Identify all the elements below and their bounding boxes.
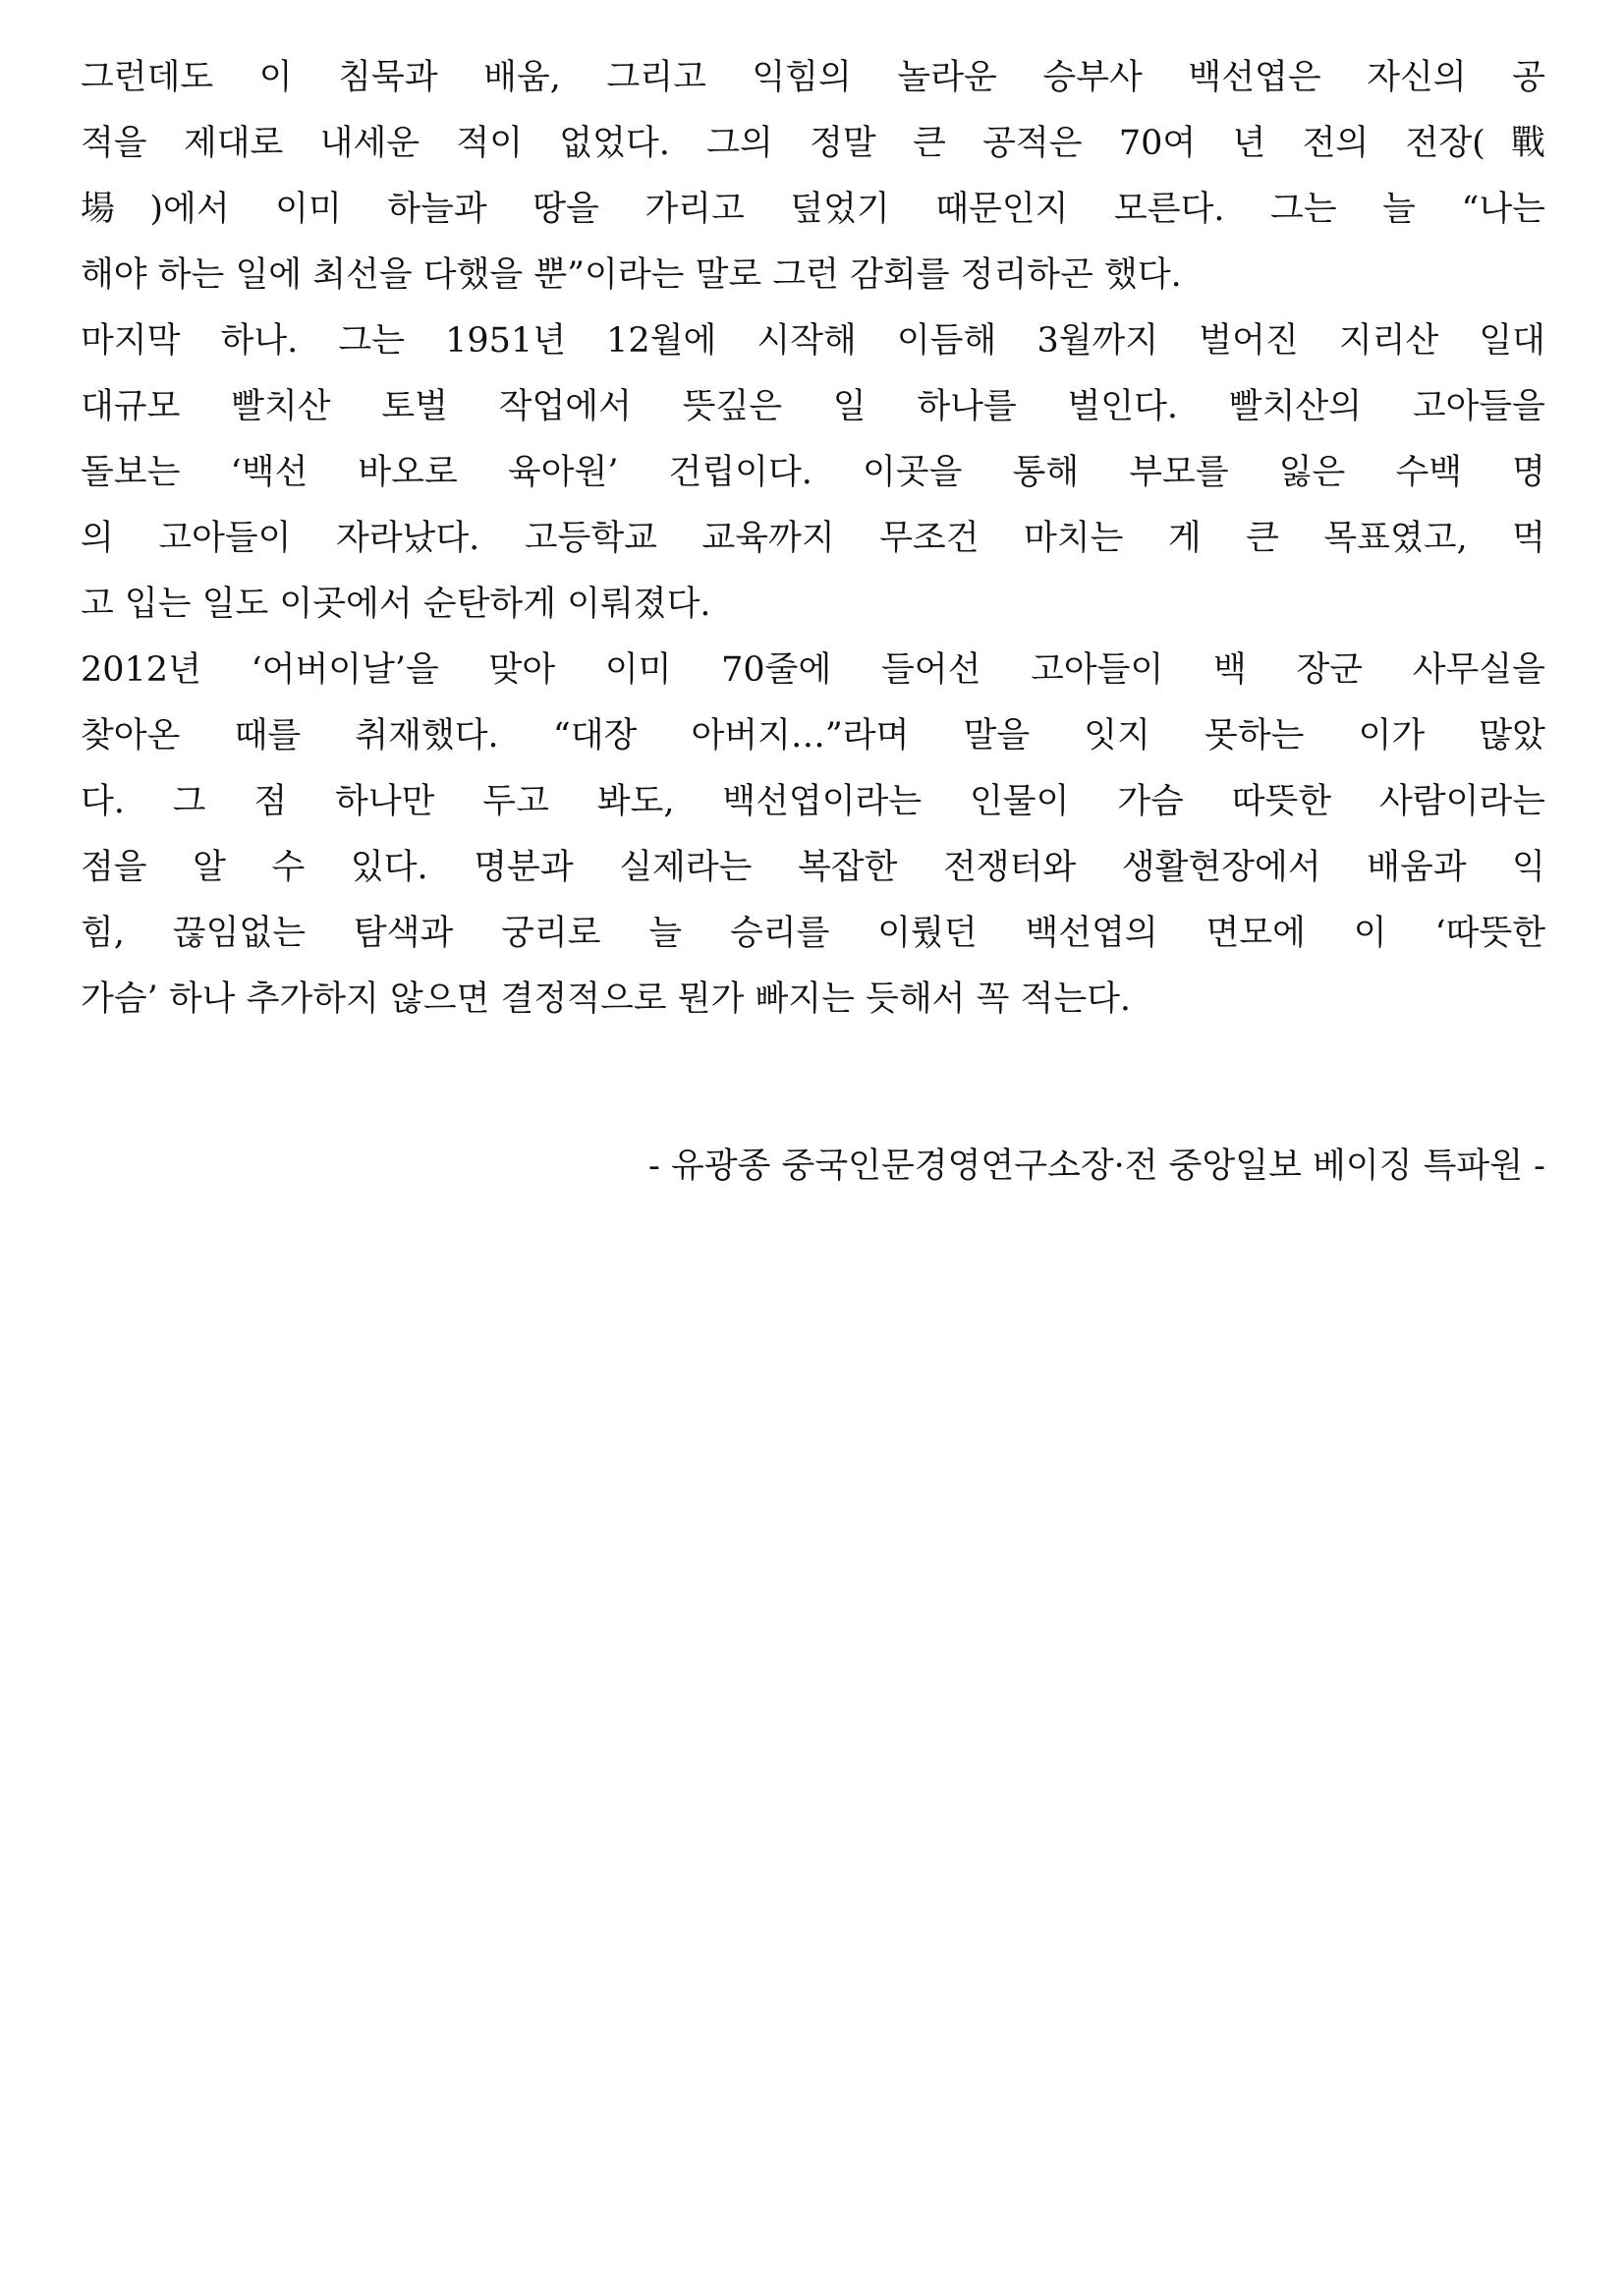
text-line: 돌보는 ‘백선 바오로 육아원’ 건립이다. 이곳을 통해 부모를 잃은 수백 명 bbox=[81, 453, 1545, 492]
text-line: 場)에서 이미 하늘과 땅을 가리고 덮었기 때문인지 모른다. 그는 늘 “나는 bbox=[81, 190, 1545, 229]
text-line: 2012년 ‘어버이날’을 맞아 이미 70줄에 들어선 고아들이 백 장군 사무실을 bbox=[81, 650, 1545, 690]
text-line: 해야 하는 일에 최선을 다했을 뿐”이라는 말로 그런 감회를 정리하곤 했다. bbox=[81, 255, 1182, 295]
text-line: 힘, 끊임없는 탐색과 궁리로 늘 승리를 이뤘던 백선엽의 면모에 이 ‘따뜻한 bbox=[81, 914, 1545, 953]
text-line: 찾아온 때를 취재했다. “대장 아버지…”라며 말을 잇지 못하는 이가 많았 bbox=[81, 716, 1545, 756]
text-line: 마지막 하나. 그는 1951년 12월에 시작해 이듬해 3월까지 벌어진 지리산 일대 bbox=[81, 321, 1545, 361]
text-line: 의 고아들이 자라났다. 고등학교 교육까지 무조건 마치는 게 큰 목표였고, 먹 bbox=[81, 519, 1545, 558]
text-line: 대규모 빨치산 토벌 작업에서 뜻깊은 일 하나를 벌인다. 빨치산의 고아들을 bbox=[81, 387, 1545, 426]
text-line: 점을 알 수 있다. 명분과 실제라는 복잡한 전쟁터와 생활현장에서 배움과 익 bbox=[81, 848, 1545, 887]
text-line: 다. 그 점 하나만 두고 봐도, 백선엽이라는 인물이 가슴 따뜻한 사람이라는 bbox=[81, 782, 1545, 821]
body-text bbox=[81, 45, 1545, 1033]
author-signature: - 유광종 중국인문경영연구소장·전 중앙일보 베이징 특파원 - bbox=[648, 1147, 1545, 1186]
text-line: 고 입는 일도 이곳에서 순탄하게 이뤄졌다. bbox=[81, 585, 711, 624]
text-line: 적을 제대로 내세운 적이 없었다. 그의 정말 큰 공적은 70여 년 전의 전장(戰 bbox=[81, 124, 1545, 163]
text-line: 가슴’ 하나 추가하지 않으면 결정적으로 뭔가 빠지는 듯해서 꼭 적는다. bbox=[81, 980, 1132, 1019]
text-line: 그런데도 이 침묵과 배움, 그리고 익힘의 놀라운 승부사 백선엽은 자신의 공 bbox=[81, 58, 1545, 97]
